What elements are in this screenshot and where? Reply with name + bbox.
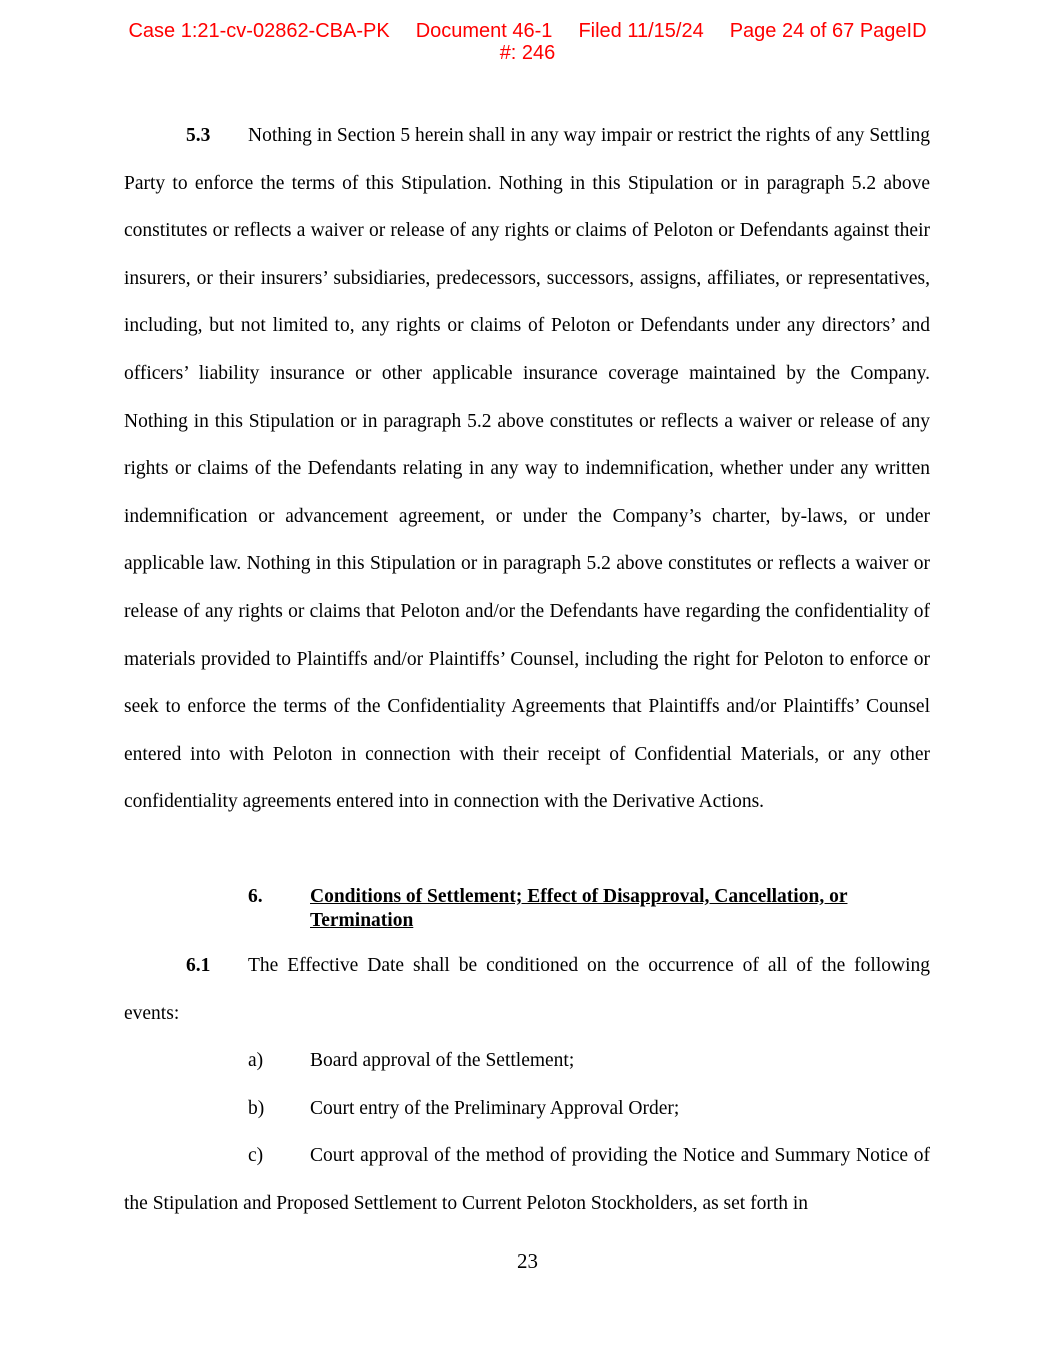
section-number: 6. [248, 886, 263, 907]
page-of-pages: Page 24 of 67 PageID [729, 20, 927, 42]
section-number: 5.3 [186, 125, 211, 146]
section-5-3 [124, 112, 930, 826]
list-item-letter: b) [248, 1097, 265, 1119]
paragraph-text: The Effective Date shall be conditioned on the occurrence of all of the following events: [124, 955, 930, 1024]
list-item-text: Board approval of the Settlement; [310, 1050, 575, 1072]
list-item-text: Court entry of the Preliminary Approval Order; [310, 1097, 680, 1119]
section-6-1 [124, 942, 930, 1228]
page-number: 23 [517, 1249, 538, 1273]
list-item-letter: c) [248, 1145, 264, 1167]
section-number: 6.1 [186, 955, 211, 976]
section-6-heading [248, 885, 930, 932]
paragraph-6-1 [124, 942, 930, 1037]
list-item-letter: a) [248, 1050, 264, 1072]
page-id: #: 246 [499, 42, 556, 64]
list-item [124, 1132, 930, 1227]
ecf-filing-header [0, 20, 1055, 64]
ecf-header-line-1 [0, 20, 1055, 42]
case-number: Case 1:21-cv-02862-CBA-PK [128, 20, 390, 42]
list-item [124, 1037, 930, 1085]
list-item [124, 1085, 930, 1133]
document-number: Document 46-1 [415, 20, 553, 42]
section-title: Conditions of Settlement; Effect of Disapproval, Cancellation, or Termination [310, 886, 848, 931]
filed-date: Filed 11/15/24 [578, 20, 704, 42]
paragraph-5-3 [124, 112, 930, 826]
list-item-text: Court approval of the method of providing the Notice and Summary Notice of the Stipulation and Proposed Settlement to Current Peloton Stockholders, as set forth in [124, 1145, 930, 1214]
paragraph-text: Nothing in Section 5 herein shall in any way impair or restrict the rights of any Settling Party to enforce the terms of this Stipulation. Nothing in this Stipulation or in paragraph 5.2 above constitutes or reflects a waiver or release of any rights or claims of Peloton or Defendants against their insurers, or their insurers’ subsidiaries, predecessors, successors, assigns, affiliates, or representatives, including, but not limited to, any rights or claims of Peloton or Defendants under any directors’ and officers’ liability insurance or other applicable insurance coverage maintained by the Company. Nothing in this Stipulation or in paragraph 5.2 above constitutes or reflects a waiver or release of any rights or claims of the Defendants relating in any way to indemnification, whether under any written indemnification or advancement agreement, or under the Company’s charter, by-laws, or under applicable law. Nothing in this Stipulation or in paragraph 5.2 above constitutes or reflects a waiver or release of any rights or claims that Peloton and/or the Defendants have regarding the confidentiality of materials provided to Plaintiffs and/or Plaintiffs’ Counsel, including the right for Peloton to enforce or seek to enforce the terms of the Confidentiality Agreements that Plaintiffs and/or Plaintiffs’ Counsel entered into with Peloton in connection with their receipt of Confidential Materials, or any other confidentiality agreements entered into in connection with the Derivative Actions. [124, 125, 930, 813]
